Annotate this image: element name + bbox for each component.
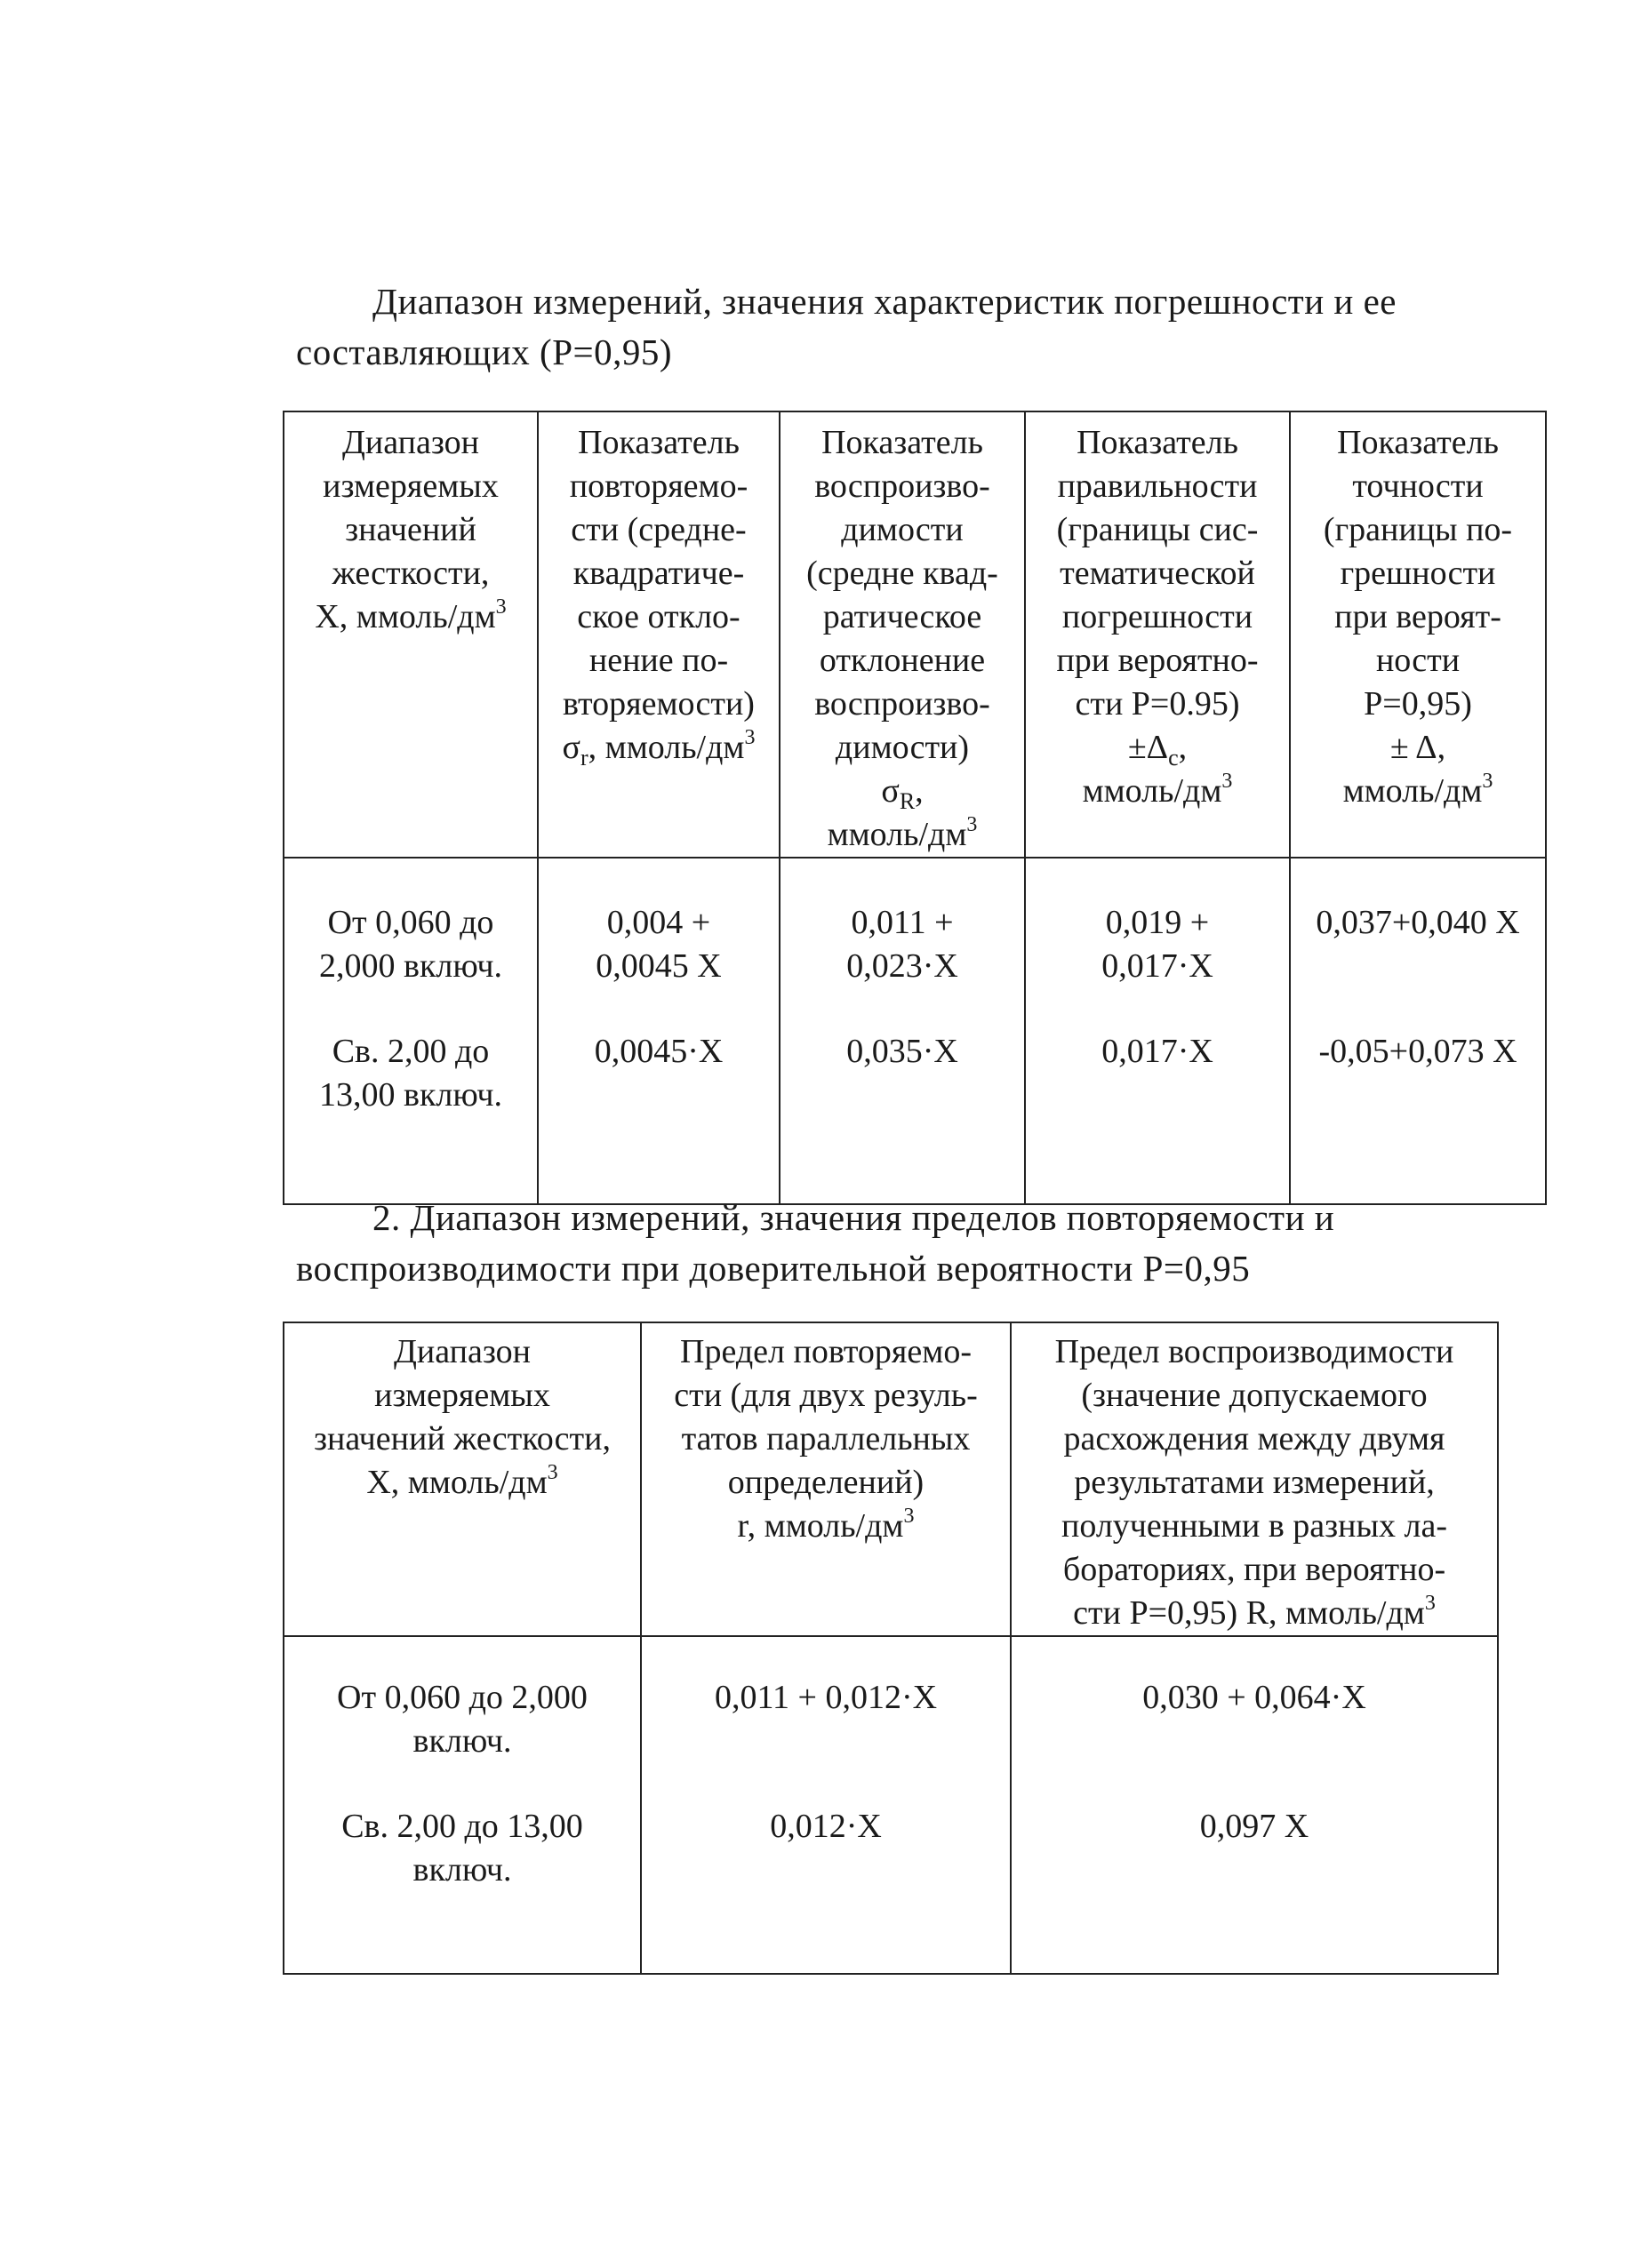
table2-header-row	[284, 1322, 1498, 1636]
table2-caption: 2. Диапазон измерений, значения пределов повторяемости и воспроизводимости при доверительной вероятности P=0,95	[296, 1197, 1335, 1289]
cell-repeatability-limit: 0,011 + 0,012·X 0,012·X	[641, 1636, 1011, 1974]
limits-table	[283, 1322, 1499, 1975]
cell-repeatability: 0,004 + 0,0045 X 0,0045·X	[538, 858, 780, 1204]
header-range: Диапазон измеряемых значений жесткости, X, ммоль/$дм^3$	[284, 1322, 641, 1636]
header-repeatability: Показатель повторяемо- сти (средне- квадратиче- ское откло- нение по- вторяемости) $\sigma_r$, ммоль/$дм^3$	[538, 411, 780, 858]
cell-reproducibility-limit: 0,030 + 0,064·X 0,097 X	[1011, 1636, 1498, 1974]
table-row	[284, 1636, 1498, 1974]
cell-accuracy: 0,037+0,040 X -0,05+0,073 X	[1290, 858, 1546, 1204]
error-characteristics-table	[283, 411, 1547, 1205]
table1-header-row	[284, 411, 1546, 858]
cell-correctness: 0,019 + 0,017·X 0,017·X	[1025, 858, 1290, 1204]
table1-caption: Диапазон измерений, значения характеристик погрешности и ее составляющих (P=0,95)	[296, 281, 1397, 372]
cell-range: От 0,060 до 2,000 включ. Св. 2,00 до 13,00 включ.	[284, 858, 538, 1204]
header-reproducibility: Показатель воспроизво- димости (средне квад- ратическое отклонение воспроизво- димости) $\sigma_R$, ммоль/$дм^3$	[780, 411, 1025, 858]
cell-reproducibility: 0,011 + 0,023·X 0,035·X	[780, 858, 1025, 1204]
header-correctness: Показатель правильности (границы сис- тематической погрешности при вероятно- сти P=0.95) $\pm\Delta_c$, ммоль/$дм^3$	[1025, 411, 1290, 858]
table-row	[284, 858, 1546, 1204]
header-repeatability-limit: Предел повторяемо- сти (для двух резуль- татов параллельных определений) r, ммоль/$дм^3$	[641, 1322, 1011, 1636]
cell-range: От 0,060 до 2,000 включ. Св. 2,00 до 13,00 включ.	[284, 1636, 641, 1974]
header-reproducibility-limit: Предел воспроизводимости (значение допускаемого расхождения между двумя результатами измерений, полученными в разных ла- бораториях, при вероятно- сти P=0,95) R, ммоль/$дм^3$	[1011, 1322, 1498, 1636]
header-accuracy: Показатель точности (границы по- грешности при вероят- ности P=0,95) ± Δ, ммоль/$дм^3$	[1290, 411, 1546, 858]
header-range: Диапазон измеряемых значений жесткости, X, ммоль/$дм^3$	[284, 411, 538, 858]
